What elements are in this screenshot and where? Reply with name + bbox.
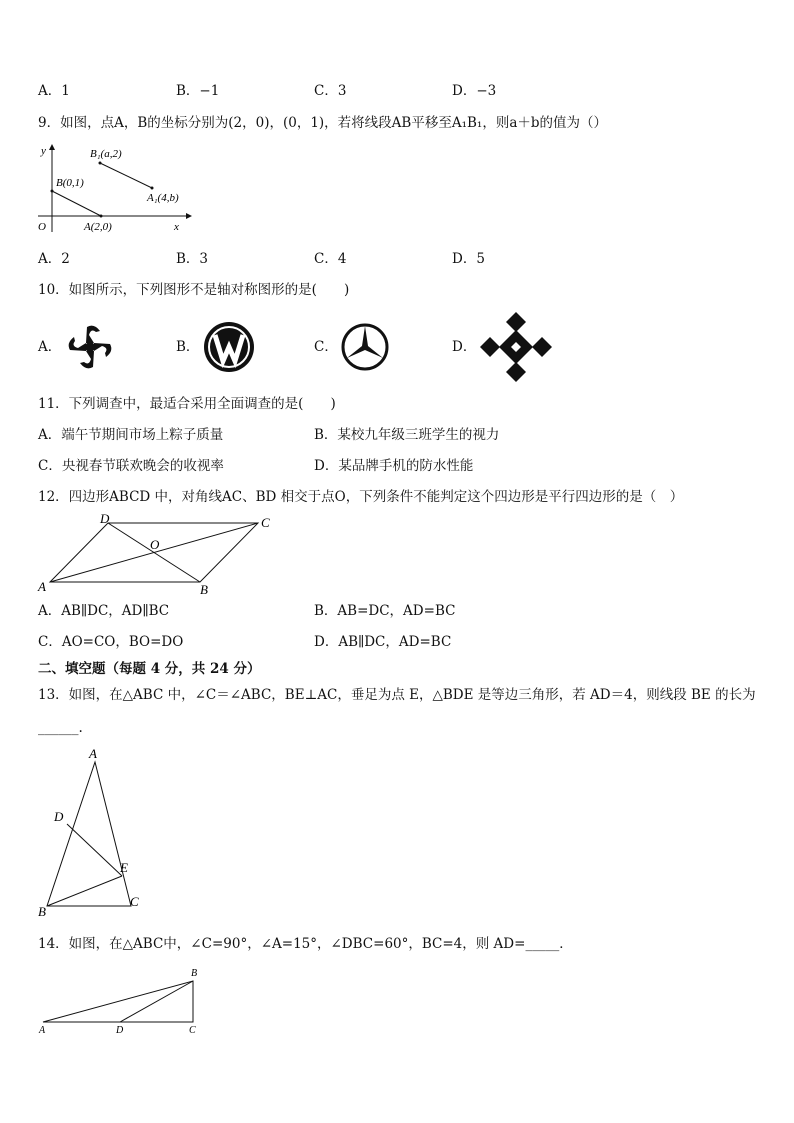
q12-option-d: D．AB∥DC，AD=BC xyxy=(314,634,452,650)
q9-label-a: A(2,0) xyxy=(84,221,112,233)
q12-figure xyxy=(36,512,276,598)
q13-label-e: E xyxy=(120,860,128,875)
q14-label-b: B xyxy=(191,968,198,979)
vw-logo-icon xyxy=(203,321,255,373)
q10-option-b: B． xyxy=(176,339,200,355)
q9-label-a1: A₁(4,b) xyxy=(147,192,179,204)
q13-figure xyxy=(36,744,146,922)
q10-option-c: C． xyxy=(314,339,338,355)
q11-option-c: C．央视春节联欢晚会的收视率 xyxy=(38,458,224,474)
q9-option-a: A．2 xyxy=(38,251,70,267)
q13-label-c: C xyxy=(130,894,139,909)
q14-label-c: C xyxy=(189,1025,196,1036)
q12-label-a: A xyxy=(38,579,46,594)
q12-label-d: D xyxy=(100,511,110,526)
q8-option-b: B．−1 xyxy=(176,83,220,99)
q9-label-b: B(0,1) xyxy=(56,177,84,189)
q9-label-y: y xyxy=(41,145,46,157)
q12-label-o: O xyxy=(150,537,160,552)
pinwheel-icon xyxy=(64,322,116,372)
q12-label-c: C xyxy=(261,515,270,530)
q8-option-d: D．−3 xyxy=(452,83,497,99)
q14-label-a: A xyxy=(39,1025,46,1036)
q12-option-a: A．AB∥DC，AD∥BC xyxy=(38,603,170,619)
diamond-cross-icon xyxy=(480,312,552,382)
q14-figure xyxy=(36,965,206,1037)
q12-label-b: B xyxy=(200,582,208,597)
q9-label-o: O xyxy=(38,221,46,233)
q8-option-a: A．1 xyxy=(38,83,70,99)
q8-option-c: C．3 xyxy=(314,83,347,99)
section-title: 二、填空题（每题 4 分，共 24 分） xyxy=(38,661,261,677)
q9-option-c: C．4 xyxy=(314,251,347,267)
q9-figure xyxy=(36,140,196,240)
q11-stem: 11．下列调查中，最适合采用全面调查的是( ) xyxy=(38,396,336,412)
q11-option-a: A．端午节期间市场上粽子质量 xyxy=(38,427,224,443)
q9-label-x: x xyxy=(174,221,179,233)
q14-label-d: D xyxy=(116,1025,124,1036)
q11-option-b: B．某校九年级三班学生的视力 xyxy=(314,427,500,443)
q14-stem: 14．如图，在△ABC中，∠C=90°，∠A=15°，∠DBC=60°，BC=4，则 AD=_____． xyxy=(38,936,573,952)
q13-label-d: D xyxy=(54,809,64,824)
q9-label-b1: B₁(a,2) xyxy=(90,148,122,160)
q9-option-b: B．3 xyxy=(176,251,209,267)
q12-stem: 12．四边形ABCD 中，对角线AC、BD 相交于点O，下列条件不能判定这个四边形是平行四边形的是（ ） xyxy=(38,489,684,505)
q13-label-a: A xyxy=(89,746,97,761)
q13-blank: ______. xyxy=(38,720,83,736)
q9-option-d: D．5 xyxy=(452,251,485,267)
q10-option-a: A． xyxy=(38,339,62,355)
q11-option-d: D．某品牌手机的防水性能 xyxy=(314,458,474,474)
q13-stem: 13．如图，在△ABC 中，∠C＝∠ABC，BE⊥AC，垂足为点 E，△BDE 是等边三角形，若 AD＝4，则线段 BE 的长为 xyxy=(38,687,756,703)
q13-label-b: B xyxy=(38,904,46,919)
mercedes-logo-icon xyxy=(340,322,390,372)
q10-stem: 10．如图所示，下列图形不是轴对称图形的是( ) xyxy=(38,282,350,298)
q9-stem: 9．如图，点A，B的坐标分别为(2，0)，(0，1)，若将线段AB平移至A₁B₁，则a＋b的值为（） xyxy=(38,115,608,131)
q12-option-c: C．AO=CO，BO=DO xyxy=(38,634,184,650)
q12-option-b: B．AB=DC，AD=BC xyxy=(314,603,456,619)
q10-option-d: D． xyxy=(452,339,477,355)
